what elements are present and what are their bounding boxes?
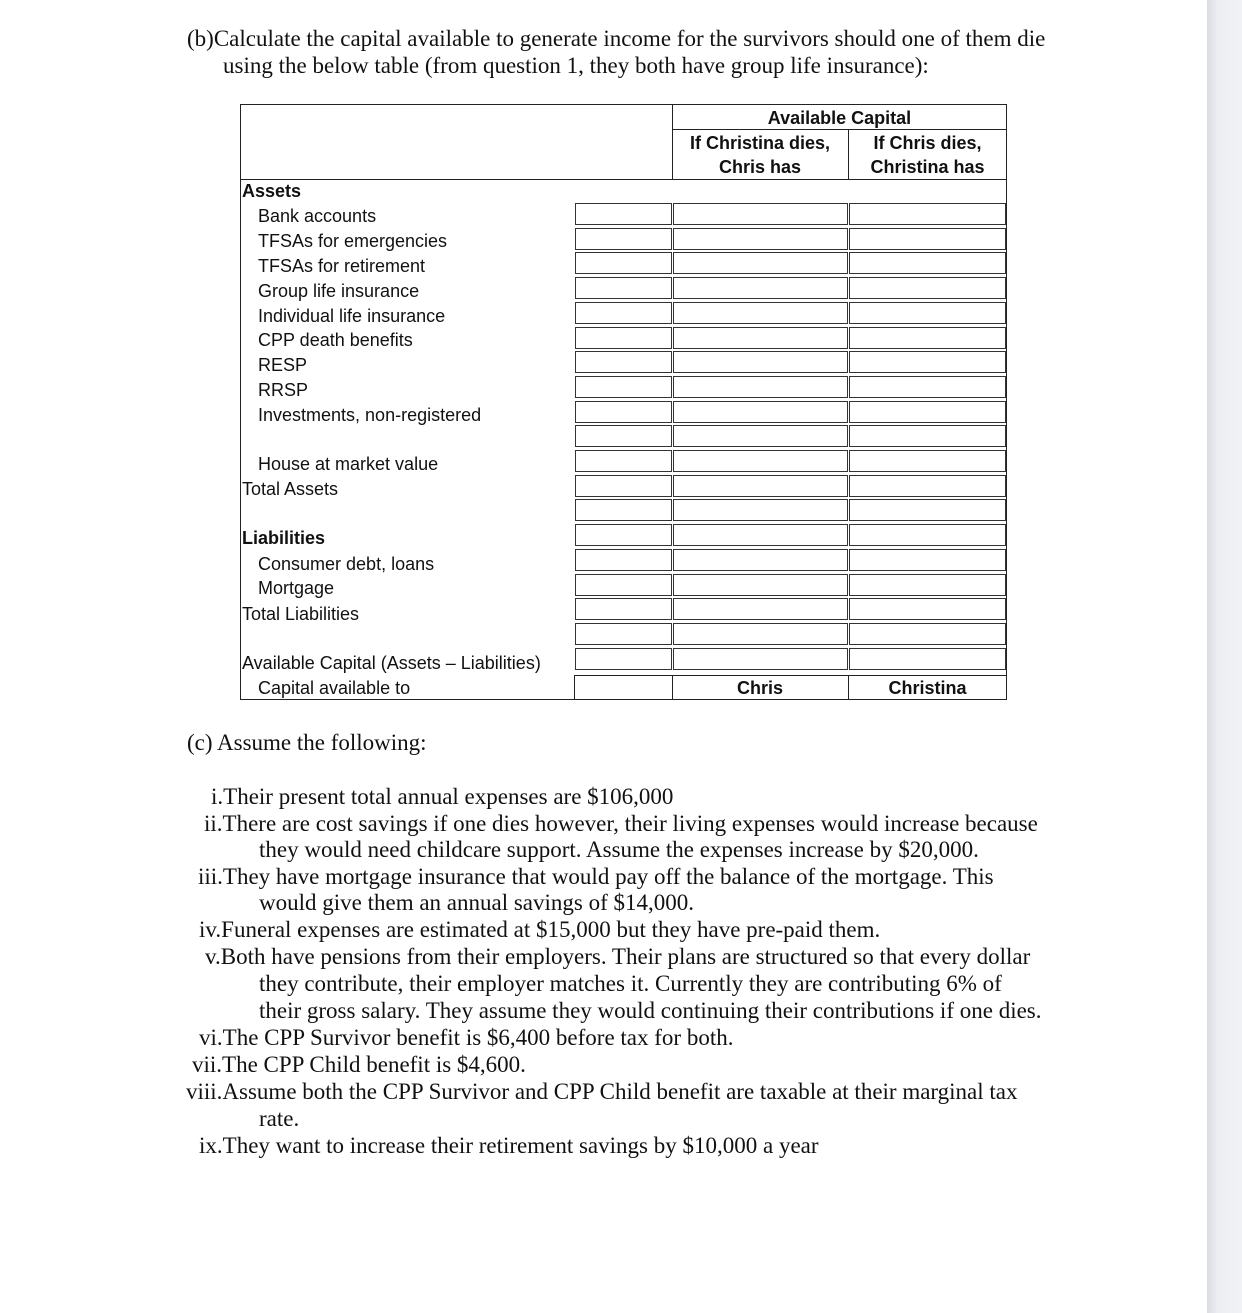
list-item: v.Both have pensions from their employers. Their plans are structured so that every dollar [205,944,1031,969]
input-cell[interactable] [673,499,848,521]
table-top-border [240,104,1007,105]
row-label: House at market value [258,454,439,474]
list-item: vii.The CPP Child benefit is $4,600. [192,1052,526,1077]
row-label: Investments, non-registered [258,405,482,425]
header-available-capital: Available Capital [767,108,912,128]
input-cell[interactable] [673,351,848,373]
footer-col1-label: Chris [736,678,783,698]
input-cell[interactable] [673,450,848,472]
row-label: Mortgage [258,578,335,598]
input-cell[interactable] [849,574,1006,596]
list-item: i.Their present total annual expenses are $106,000 [211,784,674,809]
input-cell[interactable] [673,277,848,299]
list-item: ii.There are cost savings if one dies however, their living expenses would increase because [204,811,1038,836]
list-item: ix.They want to increase their retirement savings by $10,000 a year [199,1133,819,1158]
list-item-continuation: would give them an annual savings of $14,000. [259,890,695,915]
input-cell[interactable] [575,277,672,299]
row-label: Total Liabilities [242,604,360,624]
input-cell[interactable] [673,574,848,596]
input-cell[interactable] [575,598,672,620]
input-cell[interactable] [673,623,848,645]
row-label: Consumer debt, loans [258,554,435,574]
input-cell[interactable] [673,228,848,250]
list-item: iv.Funeral expenses are estimated at $15,000 but they have pre-paid them. [199,917,881,942]
header-col1-line2: Chris has [718,157,802,177]
row-label: Bank accounts [258,206,377,226]
list-item: iii.They have mortgage insurance that would pay off the balance of the mortgage. This [198,864,994,889]
input-cell[interactable] [673,203,848,225]
input-cell[interactable] [673,598,848,620]
footer-col2-label: Christina [888,678,967,698]
list-item-continuation: they contribute, their employer matches it. Currently they are contributing 6% of [259,971,1002,996]
list-item: vi.The CPP Survivor benefit is $6,400 before tax for both. [199,1025,734,1050]
input-cell[interactable] [673,425,848,447]
input-cell[interactable] [673,475,848,497]
input-cell[interactable] [575,376,672,398]
input-cell[interactable] [849,228,1006,250]
input-cell[interactable] [575,549,672,571]
input-cell[interactable] [575,351,672,373]
input-cell[interactable] [849,277,1006,299]
input-cell[interactable] [575,475,672,497]
input-cell[interactable] [849,376,1006,398]
input-cell[interactable] [673,376,848,398]
input-cell[interactable] [849,327,1006,349]
input-cell[interactable] [575,302,672,324]
input-cell[interactable] [575,252,672,274]
part-c-intro: (c) Assume the following: [187,730,427,755]
input-cell[interactable] [849,623,1006,645]
list-item-continuation: their gross salary. They assume they would continuing their contributions if one dies. [259,998,1042,1023]
list-item: viii.Assume both the CPP Survivor and CPP Child benefit are taxable at their marginal tax [186,1079,1018,1104]
input-cell[interactable] [849,450,1006,472]
input-cell[interactable] [575,401,672,423]
input-cell[interactable] [849,648,1006,670]
input-cell[interactable] [849,549,1006,571]
list-item-continuation: they would need childcare support. Assume the expenses increase by $20,000. [259,837,979,862]
input-cell[interactable] [575,228,672,250]
list-item-continuation: rate. [259,1106,300,1131]
input-cell[interactable] [673,524,848,546]
row-label: RRSP [258,380,309,400]
row-label: Liabilities [242,528,326,548]
header-col2-line2: Christina has [870,157,985,177]
row-label: Individual life insurance [258,306,446,326]
input-cell[interactable] [673,549,848,571]
input-cell[interactable] [673,302,848,324]
row-label: Capital available to [258,678,411,698]
input-cell[interactable] [673,648,848,670]
input-cell[interactable] [849,499,1006,521]
input-cell[interactable] [575,574,672,596]
input-cell[interactable] [575,648,672,670]
row-label: Total Assets [242,479,339,499]
input-cell[interactable] [849,401,1006,423]
header-col2-line1: If Chris dies, [873,133,982,153]
input-cell[interactable] [849,203,1006,225]
input-cell[interactable] [849,351,1006,373]
header-bottom-border [240,179,1007,180]
row-label: RESP [258,355,308,375]
input-cell[interactable] [575,203,672,225]
input-cell[interactable] [849,425,1006,447]
input-cell[interactable] [673,252,848,274]
row-label: TFSAs for emergencies [258,231,448,251]
header-col1-line1: If Christina dies, [689,133,831,153]
input-cell[interactable] [849,252,1006,274]
row-label: Group life insurance [258,281,420,301]
input-cell[interactable] [575,499,672,521]
input-cell[interactable] [575,623,672,645]
table-bottom-border [240,699,1007,700]
input-cell[interactable] [575,327,672,349]
table-left-border [240,104,241,700]
footer-divider-a [574,675,575,700]
input-cell[interactable] [849,524,1006,546]
part-b-line-1: (b)Calculate the capital available to generate income for the survivors should one of them die [187,26,1046,51]
input-cell[interactable] [673,327,848,349]
row-label: CPP death benefits [258,330,413,350]
part-b-line-2: using the below table (from question 1, they both have group life insurance): [223,53,929,78]
row-label: TFSAs for retirement [258,256,426,276]
input-cell[interactable] [575,450,672,472]
input-cell[interactable] [673,401,848,423]
input-cell[interactable] [849,475,1006,497]
window-edge [1207,0,1242,1313]
input-cell[interactable] [575,524,672,546]
footer-top-line [574,675,1007,676]
header-group-underline [672,129,1007,130]
input-cell[interactable] [849,598,1006,620]
row-label: Available Capital (Assets – Liabilities) [242,653,541,673]
table-right-border [1006,104,1007,700]
input-cell[interactable] [575,425,672,447]
input-cell[interactable] [849,302,1006,324]
row-label: Assets [242,181,302,201]
